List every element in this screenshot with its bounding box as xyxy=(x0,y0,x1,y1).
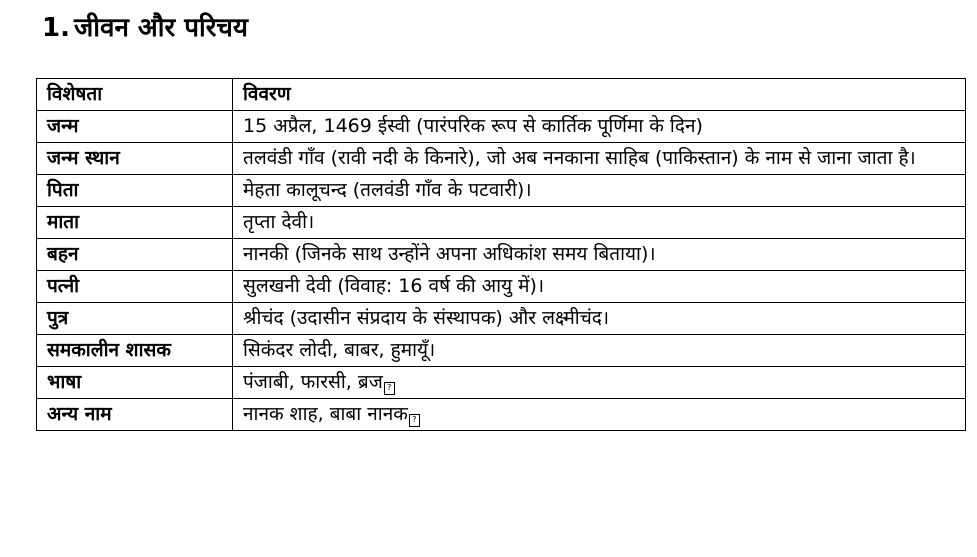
table-row xyxy=(37,207,966,239)
row-value: मेहता कालूचन्द (तलवंडी गाँव के पटवारी)। xyxy=(233,175,966,207)
row-value: सुलखनी देवी (विवाह: 16 वर्ष की आयु में)। xyxy=(233,271,966,303)
row-label: समकालीन शासक xyxy=(37,335,233,367)
header-description: विवरण xyxy=(233,79,966,111)
table-row xyxy=(37,143,966,175)
row-label: भाषा xyxy=(37,367,233,399)
row-value-text: नानक शाह, बाबा नानक xyxy=(243,403,408,425)
row-label: पुत्र xyxy=(37,303,233,335)
table-row xyxy=(37,239,966,271)
section-title: जीवन और परिचय xyxy=(73,13,248,43)
table-row xyxy=(37,175,966,207)
table-header-row xyxy=(37,79,966,111)
table-row xyxy=(37,367,966,399)
row-value-text: पंजाबी, फारसी, ब्रज xyxy=(243,371,383,393)
row-label: पत्नी xyxy=(37,271,233,303)
row-label: जन्म xyxy=(37,111,233,143)
missing-glyph-marker: ? xyxy=(384,382,395,395)
row-label: अन्य नाम xyxy=(37,399,233,431)
row-label: पिता xyxy=(37,175,233,207)
row-value: 15 अप्रैल, 1469 ईस्वी (पारंपरिक रूप से कार्तिक पूर्णिमा के दिन) xyxy=(233,111,966,143)
table-row xyxy=(37,303,966,335)
section-number: 1. xyxy=(42,13,70,43)
row-label: माता xyxy=(37,207,233,239)
row-value xyxy=(233,399,966,431)
row-value: सिकंदर लोदी, बाबर, हुमायूँ। xyxy=(233,335,966,367)
row-value: तलवंडी गाँव (रावी नदी के किनारे), जो अब ननकाना साहिब (पाकिस्तान) के नाम से जाना जाता है। xyxy=(233,143,966,175)
table-row xyxy=(37,399,966,431)
table-row xyxy=(37,271,966,303)
info-table xyxy=(36,78,966,431)
row-label: जन्म स्थान xyxy=(37,143,233,175)
header-attribute: विशेषता xyxy=(37,79,233,111)
row-label: बहन xyxy=(37,239,233,271)
row-value: श्रीचंद (उदासीन संप्रदाय के संस्थापक) और लक्ष्मीचंद। xyxy=(233,303,966,335)
row-value: नानकी (जिनके साथ उन्होंने अपना अधिकांश समय बिताया)। xyxy=(233,239,966,271)
missing-glyph-marker: ? xyxy=(409,414,420,427)
row-value xyxy=(233,367,966,399)
row-value: तृप्ता देवी। xyxy=(233,207,966,239)
table-row xyxy=(37,111,966,143)
table-row xyxy=(37,335,966,367)
section-heading xyxy=(42,8,248,48)
